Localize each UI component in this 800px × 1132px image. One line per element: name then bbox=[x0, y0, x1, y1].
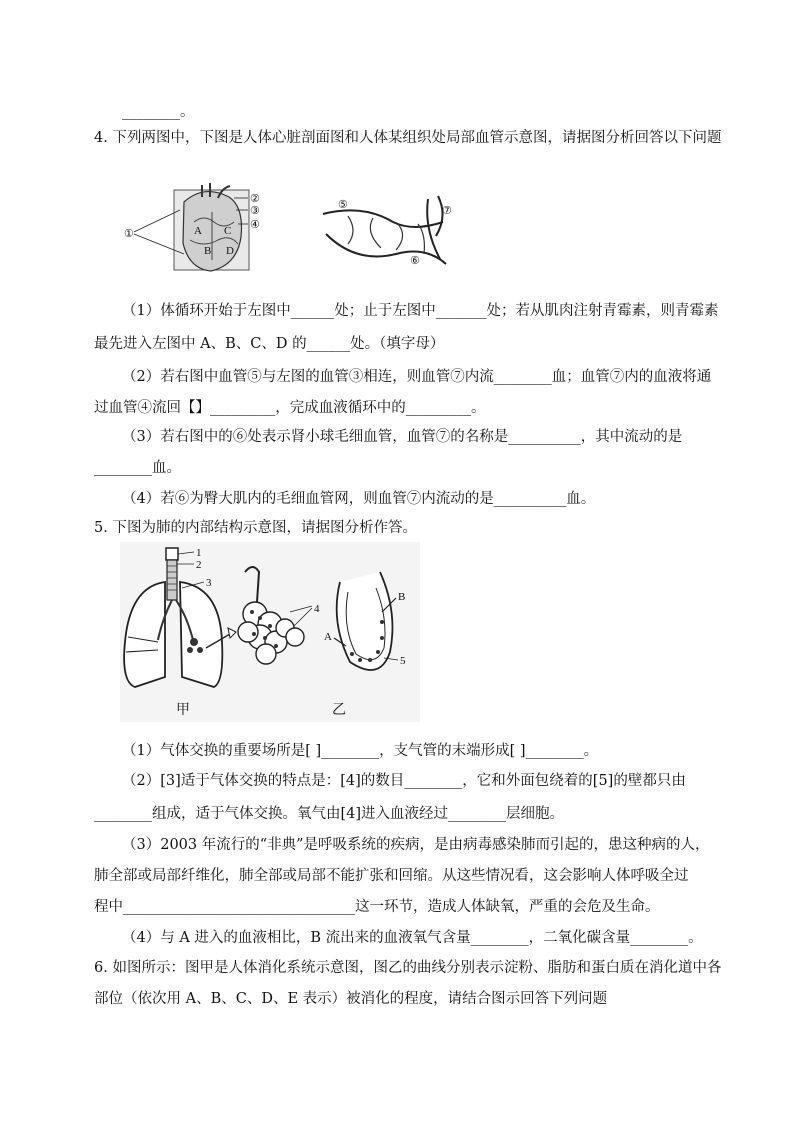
lung-label-1: 1 bbox=[196, 547, 202, 559]
lung-caption-yi: 乙 bbox=[332, 702, 346, 718]
vessel-label-6: ⑥ bbox=[410, 255, 420, 267]
question-4-part-1-line-2: 最先进入左图中 A、B、C、D 的______处。（填字母） bbox=[94, 336, 445, 352]
lung-label-4: 4 bbox=[314, 603, 320, 615]
question-4-part-2-line-1: （2）若右图中血管⑤与左图的血管③相连，则血管⑦内流________血；血管⑦内的血液将通 bbox=[122, 369, 712, 385]
question-5-part-2-line-2: ________组成，适于气体交换。氧气由[4]进入血液经过________层细胞。 bbox=[94, 806, 565, 822]
vessel-label-7: ⑦ bbox=[442, 205, 452, 217]
question-4-stem: 4. 下列两图中，下图是人体心脏剖面图和人体某组织处局部血管示意图，请据图分析回答以下问题 bbox=[94, 130, 722, 146]
lung-label-A: A bbox=[324, 631, 332, 643]
lung-label-B: B bbox=[398, 591, 406, 603]
heart-label-C: C bbox=[224, 225, 232, 237]
lung-label-3: 3 bbox=[206, 577, 212, 589]
question-5-part-2-line-1: （2）[3]适于气体交换的特点是：[4]的数目________，它和外面包绕着的[5]的壁都只由 bbox=[122, 773, 686, 789]
lung-label-2: 2 bbox=[196, 559, 202, 571]
lung-label-5: 5 bbox=[400, 655, 406, 667]
question-4-part-1-line-1: （1）体循环开始于左图中______处；止于左图中_______处；若从肌肉注射青霉素，则青霉素 bbox=[122, 303, 719, 319]
question-4-part-3-line-2: ________血。 bbox=[94, 460, 181, 476]
question-5-part-1: （1）气体交换的重要场所是[ ]________，支气管的末端形成[ ]________。 bbox=[122, 743, 599, 759]
lung-caption-jia: 甲 bbox=[176, 702, 190, 718]
vessel-label-5: ⑤ bbox=[338, 199, 348, 211]
question-6-stem-line-2: 部位（依次用 A、B、C、D、E 表示）被消化的程度，请结合图示回答下列问题 bbox=[94, 991, 608, 1007]
heart-label-B: B bbox=[204, 245, 212, 257]
heart-label-D: D bbox=[226, 245, 234, 257]
question-6-stem-line-1: 6. 如图所示：图甲是人体消化系统示意图，图乙的曲线分别表示淀粉、脂肪和蛋白质在消化道中各 bbox=[94, 960, 722, 976]
question-5-part-3-line-2: 肺全部或局部纤维化，肺全部或局部不能扩张和回缩。从这些情况看，这会影响人体呼吸全过 bbox=[94, 868, 689, 884]
question-5-part-3-line-3: 程中________________________________这一环节，造成人体缺氧，严重的会危及生命。 bbox=[94, 899, 660, 915]
question-5-part-4: （4）与 A 进入的血液相比，B 流出来的血液氧气含量________，二氧化碳含量________。 bbox=[122, 930, 703, 946]
heart-label-3: ③ bbox=[250, 205, 260, 217]
question-4-part-4: （4）若⑥为臀大肌内的毛细血管网，则血管⑦内流动的是__________血。 bbox=[122, 491, 596, 507]
heart-label-4: ④ bbox=[250, 219, 260, 231]
heart-label-2: ② bbox=[250, 193, 260, 205]
capillary-network-diagram bbox=[318, 194, 458, 274]
lung-structure-diagram bbox=[120, 542, 420, 722]
heart-section-diagram bbox=[124, 182, 274, 272]
heart-label-1: ① bbox=[124, 228, 134, 240]
heart-label-A: A bbox=[194, 225, 202, 237]
question-4-part-3-line-1: （3）若右图中的⑥处表示肾小球毛细血管，血管⑦的名称是__________，其中流动的是 bbox=[122, 429, 683, 445]
question-5-part-3-line-1: （3）2003 年流行的“非典”是呼吸系统的疾病，是由病毒感染肺而引起的，患这种病的人， bbox=[122, 837, 710, 853]
answer-blank-line: ________。 bbox=[122, 104, 195, 120]
question-5-stem: 5. 下图为肺的内部结构示意图，请据图分析作答。 bbox=[94, 520, 417, 536]
question-4-part-2-line-2: 过血管④流回【】_________，完成血液循环中的_________。 bbox=[94, 400, 486, 416]
